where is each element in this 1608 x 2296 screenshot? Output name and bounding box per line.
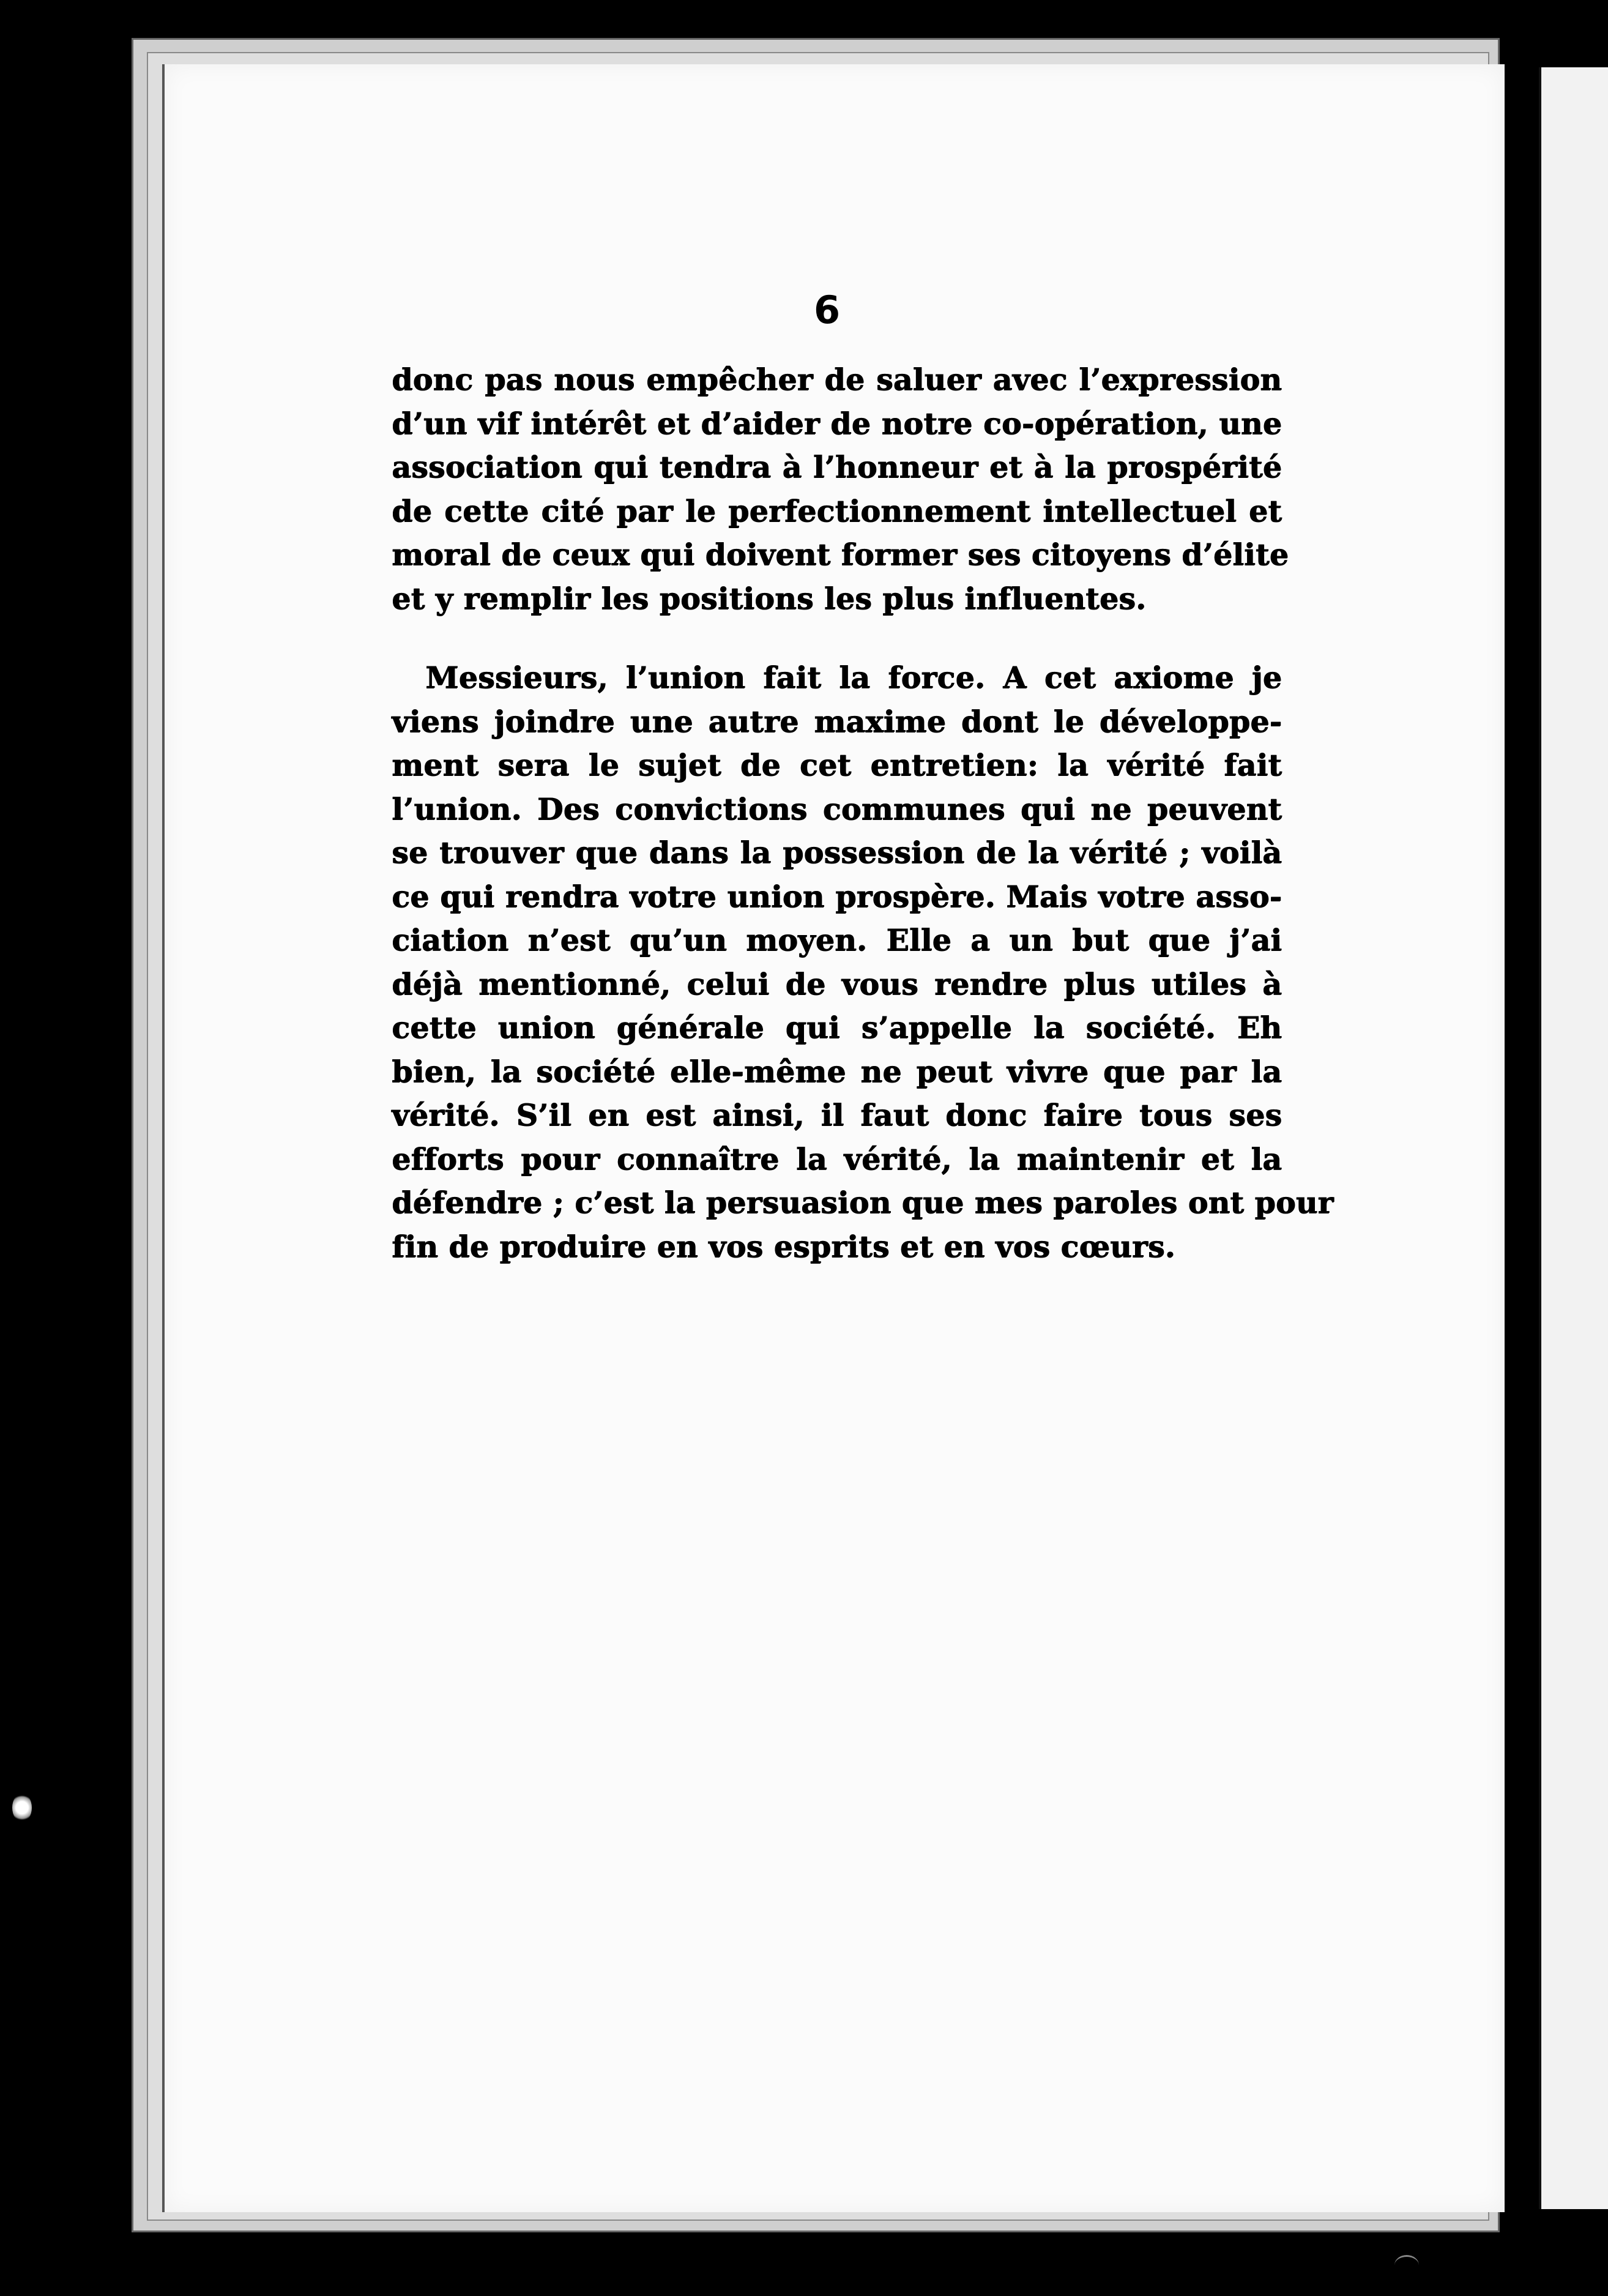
book-gutter [1502,49,1539,2252]
text-line: moral de ceux qui doivent former ses citoyens d’élite [392,537,1289,572]
scan-speck [12,1793,32,1822]
text-line: donc pas nous empêcher de saluer avec l’expression [392,362,1282,397]
text-line: cette union générale qui s’appelle la société. Eh [392,1010,1282,1045]
text-line: se trouver que dans la possession de la vérité ; voilà [392,835,1282,870]
paragraph-2 [392,656,1334,1269]
text-line: ment sera le sujet de cet entretien: la vérité fait [392,747,1282,783]
page-text [392,358,1334,1269]
text-line: fin de produire en vos esprits et en vos cœurs. [392,1228,1175,1264]
text-line: ciation n’est qu’un moyen. Elle a un but que j’ai [392,922,1282,958]
text-line: Messieurs, l’union fait la force. A cet axiome je [425,660,1282,695]
text-line: association qui tendra à l’honneur et à la prospérité [392,449,1282,485]
facing-page-edge [1539,67,1608,2209]
text-line: et y remplir les positions les plus influentes. [392,580,1147,616]
text-line: viens joindre une autre maxime dont le développe- [392,703,1282,739]
paragraph-1 [392,358,1289,621]
paper-mark [1394,2255,1419,2275]
text-line: déjà mentionné, celui de vous rendre plus utiles à [392,966,1282,1002]
text-line: bien, la société elle-même ne peut vivre que par la [392,1053,1282,1089]
text-line: ce qui rendra votre union prospère. Mais votre asso- [392,878,1282,914]
text-line: vérité. S’il en est ainsi, il faut donc faire tous ses [392,1097,1282,1133]
page-number: 6 [814,288,841,332]
text-line: de cette cité par le perfectionnement intellectuel et [392,493,1282,529]
text-line: efforts pour connaître la vérité, la maintenir et la [392,1141,1282,1177]
text-line: défendre ; c’est la persuasion que mes paroles ont pour [392,1185,1334,1220]
text-line: l’union. Des convictions communes qui ne peuvent [392,791,1282,827]
text-line: d’un vif intérêt et d’aider de notre co-opération, une [392,405,1282,441]
